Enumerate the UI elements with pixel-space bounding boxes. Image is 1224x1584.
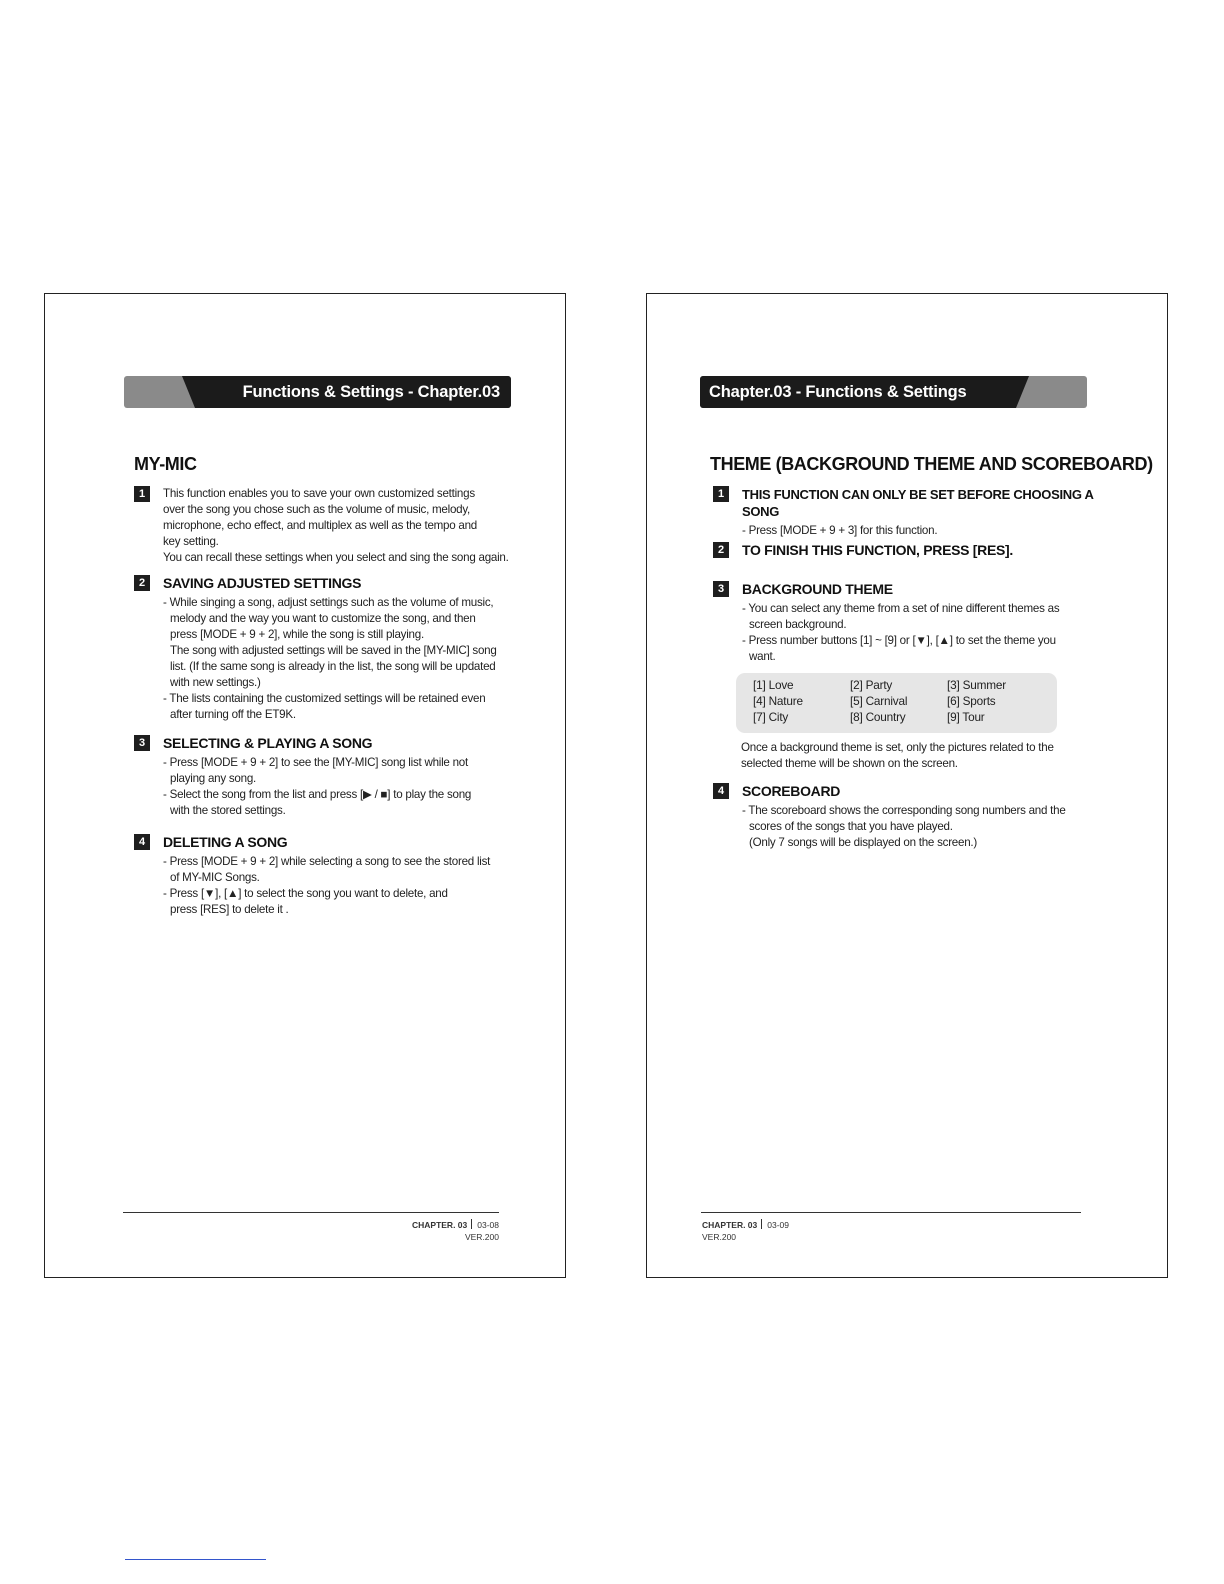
footer-divider: [701, 1212, 1081, 1213]
theme-item-carnival: [5] Carnival: [850, 694, 908, 708]
section-body: This function enables you to save your own customized settings over the song you chose such as the volume of music, melody, microphone, echo effect, and multiplex as well as the tempo and key setting. You can recall these settings when you select and sing the song again.: [163, 487, 509, 564]
theme-item-love: [1] Love: [753, 678, 794, 692]
theme-item-nature: [4] Nature: [753, 694, 803, 708]
page-footer: [702, 1219, 789, 1243]
section-number: 1: [134, 486, 150, 502]
section-title: SCOREBOARD: [742, 783, 841, 799]
section-title: SELECTING & PLAYING A SONG: [163, 735, 373, 751]
link-underline: [125, 1559, 266, 1560]
footer-chapter: CHAPTER. 03: [411, 1220, 468, 1230]
footer-page-number: 03-09: [767, 1220, 790, 1230]
section-number: 4: [713, 783, 729, 799]
right-page: [646, 293, 1168, 1278]
banner-title: Chapter.03 - Functions & Settings: [709, 383, 967, 401]
footer-version: VER.200: [702, 1232, 737, 1242]
theme-grid: [753, 677, 1044, 725]
section-title: BACKGROUND THEME: [742, 581, 893, 597]
section-body: - Press [MODE + 9 + 3] for this function.: [742, 524, 938, 537]
section-body: - You can select any theme from a set of nine different themes as screen background. - Press number buttons [1] ~ [9] or [▼], [▲] to set the theme you want.: [742, 602, 1060, 663]
section-deleting-song: [134, 834, 534, 918]
theme-list-box: [736, 673, 1057, 733]
theme-item-sports: [6] Sports: [947, 694, 996, 708]
section-body: - Press [MODE + 9 + 2] to see the [MY-MIC] song list while not playing any song. - Select the song from the list and press [▶ / ■] to play the song with the stored settings.: [163, 756, 472, 817]
chapter-banner: [700, 376, 1087, 408]
section-title: THIS FUNCTION CAN ONLY BE SET BEFORE CHOOSING A SONG: [742, 487, 1094, 519]
theme-item-party: [2] Party: [850, 678, 893, 692]
page-title: MY-MIC: [134, 454, 197, 474]
footer-page-number: 03-08: [477, 1220, 499, 1230]
section-number: 3: [134, 735, 150, 751]
section-1: [134, 486, 534, 566]
section-number: 4: [134, 834, 150, 850]
section-number: 3: [713, 581, 729, 597]
section-title: SAVING ADJUSTED SETTINGS: [163, 575, 362, 591]
section-set-before-song: [713, 486, 1133, 539]
page-title: THEME (BACKGROUND THEME AND SCOREBOARD): [710, 454, 1153, 474]
section-finish-function: [713, 542, 1133, 559]
section-number: 2: [713, 542, 729, 558]
section-title: TO FINISH THIS FUNCTION, PRESS [RES].: [742, 542, 1013, 558]
theme-item-tour: [9] Tour: [947, 710, 985, 724]
section-scoreboard: [713, 783, 1133, 851]
footer-version: VER.200: [464, 1232, 499, 1242]
chapter-banner: [124, 376, 511, 408]
theme-item-country: [8] Country: [850, 710, 906, 724]
footer-chapter: CHAPTER. 03: [702, 1220, 758, 1230]
section-title: DELETING A SONG: [163, 834, 288, 850]
theme-item-city: [7] City: [753, 710, 789, 724]
section-body: - The scoreboard shows the corresponding song numbers and the scores of the songs that you have played. (Only 7 songs will be displayed on the screen.): [742, 804, 1066, 849]
footer-divider: [123, 1212, 499, 1213]
section-body: - While singing a song, adjust settings such as the volume of music, melody and the way you want to customize the song, and then press [MODE + 9 + 2], while the song is still playing. The song with adjusted settings will be saved in the [MY-MIC] song list. (If the same song is already in the list, the song will be updated with new settings.) - The lists containing the customized settings will be retained even after turning off the ET9K.: [163, 596, 497, 721]
section-number: 2: [134, 575, 150, 591]
section-selecting-playing-song: [134, 735, 534, 819]
theme-item-summer: [3] Summer: [947, 678, 1006, 692]
theme-note: Once a background theme is set, only the pictures related to the selected theme will be shown on the screen.: [741, 741, 1054, 770]
section-body: - Press [MODE + 9 + 2] while selecting a song to see the stored list of MY-MIC Songs. - Press [▼], [▲] to select the song you want to delete, and press [RES] to delete it .: [163, 855, 491, 916]
section-background-theme: [713, 581, 1133, 665]
section-saving-adjusted-settings: [134, 575, 534, 723]
section-number: 1: [713, 486, 729, 502]
left-page: [44, 293, 566, 1278]
banner-title: Functions & Settings - Chapter.03: [242, 383, 500, 401]
page-footer: [412, 1219, 499, 1243]
